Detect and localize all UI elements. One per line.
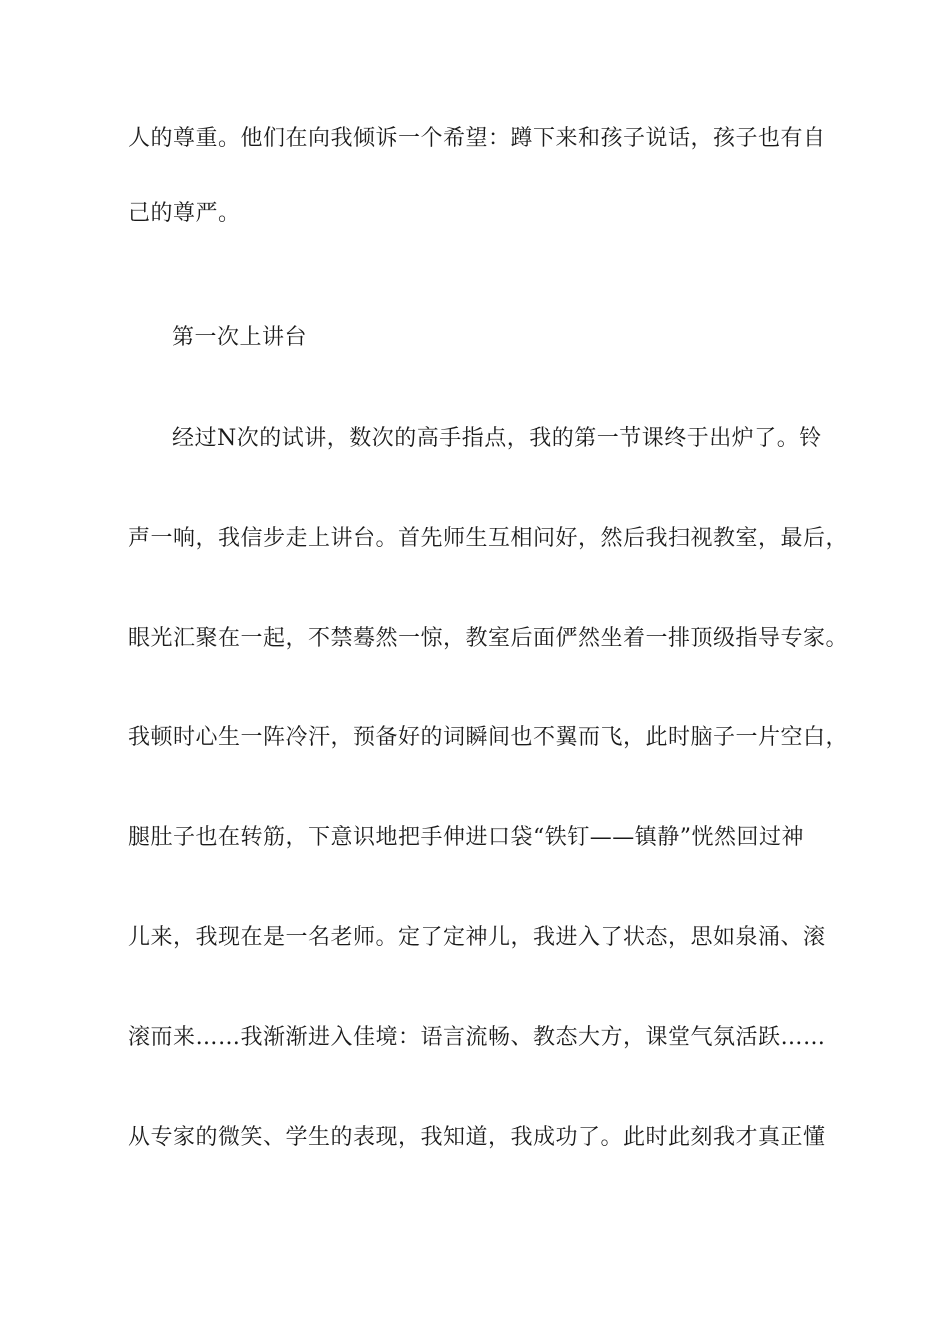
- paragraph-line: 腿肚子也在转筋，下意识地把手伸进口袋“铁钉——镇静”恍然回过神: [128, 825, 804, 850]
- section-heading: 第一次上讲台: [172, 325, 308, 350]
- paragraph-line: 滚而来……我渐渐进入佳境：语言流畅、教态大方，课堂气氛活跃……: [128, 1025, 826, 1050]
- paragraph-line: 从专家的微笑、学生的表现，我知道，我成功了。此时此刻我才真正懂: [128, 1125, 826, 1150]
- paragraph-line: 眼光汇聚在一起，不禁蓦然一惊，教室后面俨然坐着一排顶级指导专家。: [128, 626, 849, 651]
- paragraph-line: 儿来，我现在是一名老师。定了定神儿，我进入了状态，思如泉涌、滚: [128, 925, 826, 950]
- paragraph-line: 我顿时心生一阵冷汗，预备好的词瞬间也不翼而飞，此时脑子一片空白，: [128, 725, 849, 750]
- paragraph-line: 经过N次的试讲，数次的高手指点，我的第一节课终于出炉了。铃: [172, 426, 822, 451]
- paragraph-line: 己的尊严。: [128, 201, 241, 226]
- paragraph-line: 人的尊重。他们在向我倾诉一个希望：蹲下来和孩子说话，孩子也有自: [128, 126, 826, 151]
- paragraph-line: 声一响，我信步走上讲台。首先师生互相问好，然后我扫视教室，最后，: [128, 526, 849, 551]
